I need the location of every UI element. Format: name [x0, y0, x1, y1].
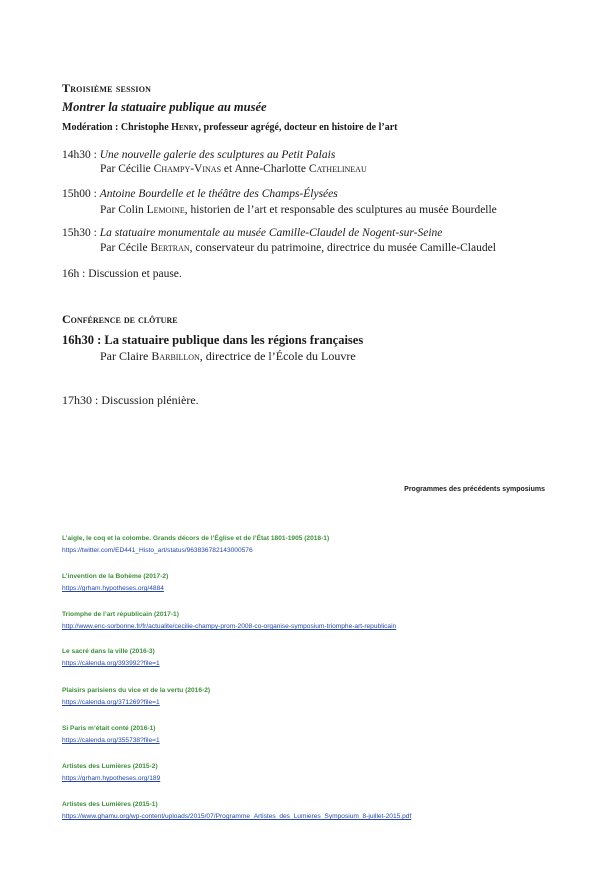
talk-title: Antoine Bourdelle et le théâtre des Champs-Élysées	[99, 188, 338, 200]
pause-line: 16h : Discussion et pause.	[62, 268, 182, 280]
program-item-1-title	[62, 149, 335, 161]
previous-symposiums-heading: Programmes des précédents symposiums	[404, 486, 545, 493]
speaker-name: Cathelineau	[308, 163, 367, 175]
program-item-2-speakers	[100, 204, 497, 216]
speaker-prefix: Par Cécilie	[100, 163, 154, 175]
speaker-name: Lemoine	[146, 204, 185, 216]
final-discussion: 17h30 : Discussion plénière.	[62, 393, 199, 407]
program-item-3-title	[62, 227, 442, 239]
session-title: Troisième session	[62, 81, 152, 95]
speaker-prefix: Par Claire	[100, 349, 152, 363]
moderator-name: Henry	[171, 122, 199, 133]
speaker-mid: , conservateur du patrimoine, directrice du musée Camille-Claudel	[189, 242, 496, 254]
symposium-title: Si Paris m’était conté (2016-1)	[62, 725, 156, 732]
program-time: 15h00 :	[62, 188, 100, 200]
speaker-mid: et Anne-Charlotte	[221, 163, 309, 175]
program-item-3-speakers	[100, 242, 496, 254]
moderation-prefix: Modération : Christophe	[62, 122, 172, 133]
symposium-link[interactable]: https://twitter.com/ED441_Histo_art/status/963836782143000576	[62, 547, 253, 554]
symposium-title: L’invention de la Bohème (2017-2)	[62, 573, 169, 580]
symposium-title: Plaisirs parisiens du vice et de la vertu (2016-2)	[62, 687, 211, 694]
speaker-prefix: Par Colin	[100, 204, 147, 216]
program-item-1-speakers	[100, 163, 367, 175]
symposium-title: Triomphe de l’art républicain (2017-1)	[62, 611, 179, 618]
symposium-link[interactable]: https://calenda.org/371269?file=1	[62, 699, 160, 706]
talk-title: La statuaire monumentale au musée Camille-Claudel de Nogent-sur-Seine	[99, 227, 443, 239]
speaker-name: Bertran	[150, 242, 190, 254]
speaker-mid: , historien de l’art et responsable des sculptures au musée Bourdelle	[184, 204, 497, 216]
talk-title: Une nouvelle galerie des sculptures au Petit Palais	[99, 149, 336, 161]
closing-speaker	[100, 349, 356, 364]
speaker-suffix: , directrice de l’École du Louvre	[199, 349, 356, 363]
moderation-line	[62, 122, 398, 133]
symposium-title: Artistes des Lumières (2015-2)	[62, 763, 158, 770]
symposium-link[interactable]: https://grham.hypotheses.org/189	[62, 775, 161, 782]
session-subtitle: Montrer la statuaire publique au musée	[62, 100, 267, 114]
moderation-suffix: , professeur agrégé, docteur en histoire de l’art	[198, 122, 398, 133]
symposium-link[interactable]: https://www.ghamu.org/wp-content/uploads/2015/07/Programme_Artistes_des_Lumieres_Symposium_8-juillet-2015.pdf	[62, 813, 412, 820]
symposium-title: L’aigle, le coq et la colombe. Grands décors de l’Église et de l’État 1801-1905 (2018-1)	[62, 535, 330, 542]
symposium-link[interactable]: https://calenda.org/393992?file=1	[62, 660, 160, 667]
symposium-title: Le sacré dans la ville (2016-3)	[62, 648, 155, 655]
program-time: 15h30 :	[62, 227, 100, 239]
symposium-title: Artistes des Lumières (2015-1)	[62, 801, 158, 808]
symposium-link[interactable]: https://grham.hypotheses.org/4884	[62, 585, 164, 592]
program-item-2-title	[62, 188, 338, 200]
symposium-link[interactable]: http://www.enc-sorbonne.fr/fr/actualite/cecilie-champy-prom-2008-co-organise-symposium-triomphe-art-republicain	[62, 623, 397, 630]
speaker-name: Champy-Vinas	[153, 163, 222, 175]
symposium-link[interactable]: https://calenda.org/355738?file=1	[62, 737, 160, 744]
program-time: 14h30 :	[62, 149, 100, 161]
speaker-name: Barbillon	[151, 349, 200, 363]
closing-talk: 16h30 : La statuaire publique dans les régions françaises	[62, 333, 364, 347]
closing-title: Conférence de clôture	[62, 312, 178, 326]
speaker-prefix: Par Cécile	[100, 242, 151, 254]
